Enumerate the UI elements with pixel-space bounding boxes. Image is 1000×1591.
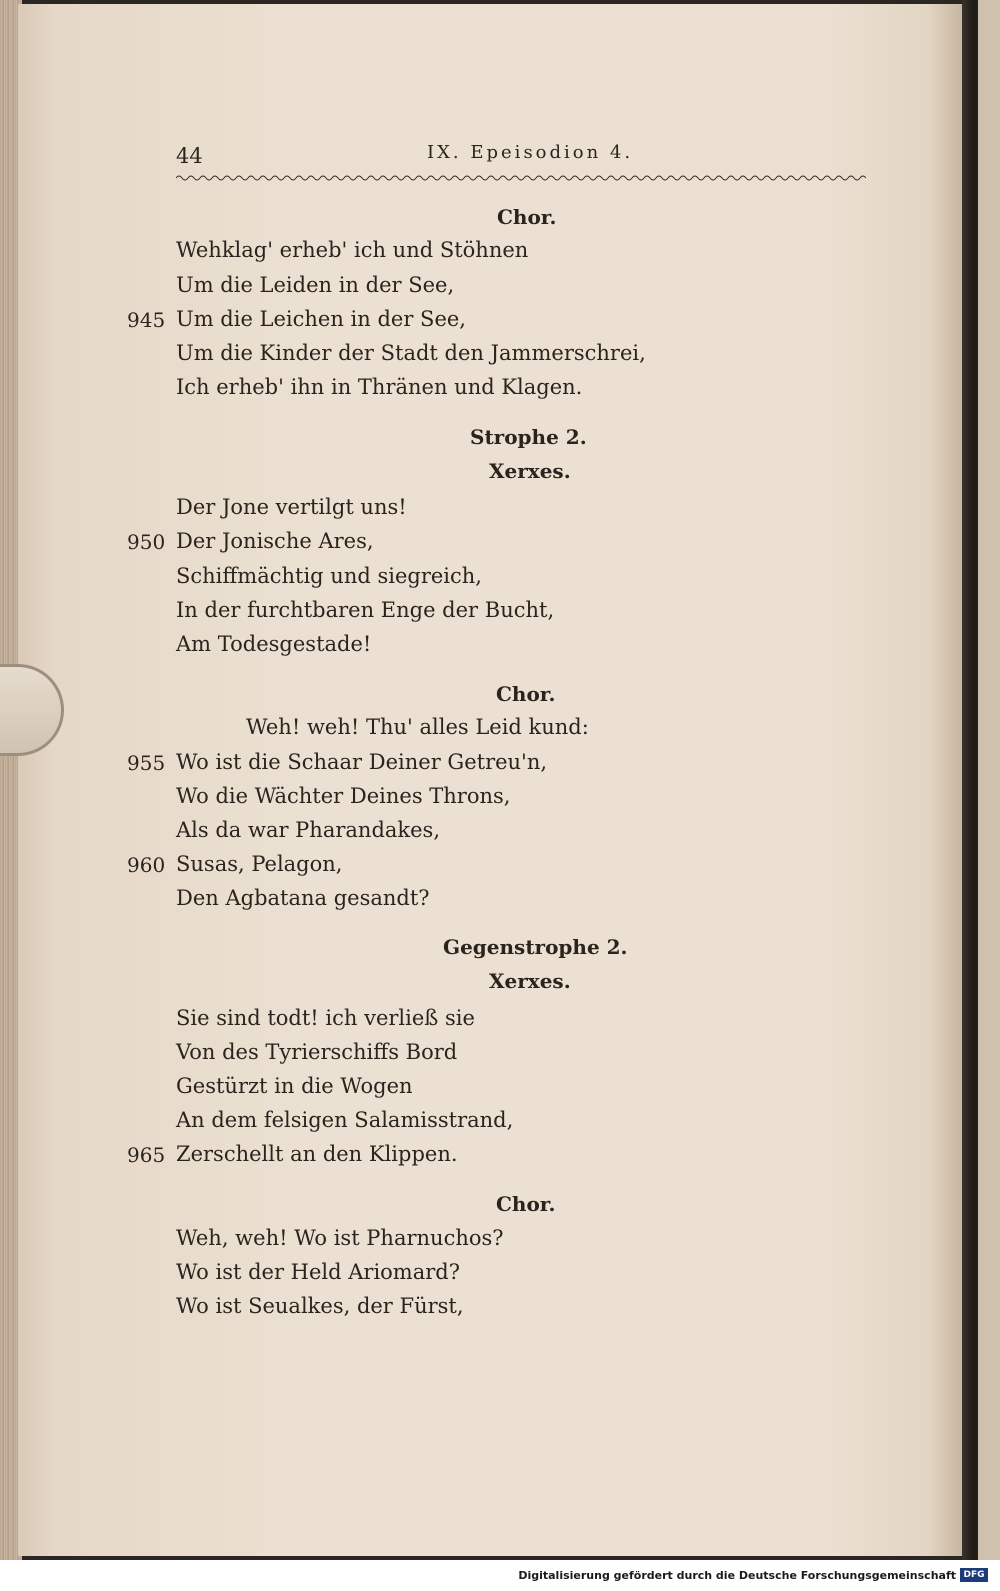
verse-line: Weh! weh! Thu' alles Leid kund: xyxy=(246,715,589,739)
verse-line: Um die Kinder der Stadt den Jammerschrei, xyxy=(176,341,646,365)
line-number: 945 xyxy=(127,308,166,332)
verse-line: Weh, weh! Wo ist Pharnuchos? xyxy=(176,1226,504,1250)
speaker-heading: Chor. xyxy=(497,205,557,229)
verse-line: Sie sind todt! ich verließ sie xyxy=(176,1006,475,1030)
line-number: 955 xyxy=(127,751,166,775)
page-header xyxy=(176,140,866,172)
verse-line: Wo ist Seualkes, der Fürst, xyxy=(176,1294,464,1318)
speaker-heading: Xerxes. xyxy=(489,969,571,993)
running-head: IX. Epeisodion 4. xyxy=(427,142,634,163)
verse-line: Gestürzt in die Wogen xyxy=(176,1074,413,1098)
verse-line: Wo die Wächter Deines Throns, xyxy=(176,784,511,808)
verse-line: Wo ist die Schaar Deiner Getreu'n, xyxy=(176,750,548,774)
verse-line: Um die Leiden in der See, xyxy=(176,273,455,297)
verse-line: Am Todesgestade! xyxy=(176,632,372,656)
verse-line: Ich erheb' ihn in Thränen und Klagen. xyxy=(176,375,583,399)
verse-line: Als da war Pharandakes, xyxy=(176,818,441,842)
verse-line: Der Jone vertilgt uns! xyxy=(176,495,407,519)
speaker-heading: Strophe 2. xyxy=(470,425,587,449)
speaker-heading: Xerxes. xyxy=(489,459,571,483)
speaker-heading: Chor. xyxy=(496,1192,556,1216)
header-ornament-rule xyxy=(176,173,866,183)
verse-line: Um die Leichen in der See, xyxy=(176,307,466,331)
book-page xyxy=(18,4,966,1556)
page-number: 44 xyxy=(176,144,203,168)
verse-line: An dem felsigen Salamisstrand, xyxy=(176,1108,514,1132)
verse-line: Der Jonische Ares, xyxy=(176,529,374,553)
verse-line: Susas, Pelagon, xyxy=(176,852,343,876)
digitization-credit: Digitalisierung gefördert durch die Deutsche Forschungsgemeinschaft xyxy=(518,1569,956,1582)
next-page-edge xyxy=(978,0,1000,1560)
speaker-heading: Gegenstrophe 2. xyxy=(443,935,628,959)
line-number: 950 xyxy=(127,530,166,554)
verse-line: Wo ist der Held Ariomard? xyxy=(176,1260,460,1284)
verse-line: Schiffmächtig und siegreich, xyxy=(176,564,482,588)
verse-line: Von des Tyrierschiffs Bord xyxy=(176,1040,458,1064)
line-number: 960 xyxy=(127,853,166,877)
verse-line: Zerschellt an den Klippen. xyxy=(176,1142,458,1166)
speaker-heading: Chor. xyxy=(496,682,556,706)
verse-line: Den Agbatana gesandt? xyxy=(176,886,430,910)
verse-line: Wehklag' erheb' ich und Stöhnen xyxy=(176,238,529,262)
line-number: 965 xyxy=(127,1143,166,1167)
dfg-logo: DFG xyxy=(960,1568,988,1582)
verse-line: In der furchtbaren Enge der Bucht, xyxy=(176,598,555,622)
